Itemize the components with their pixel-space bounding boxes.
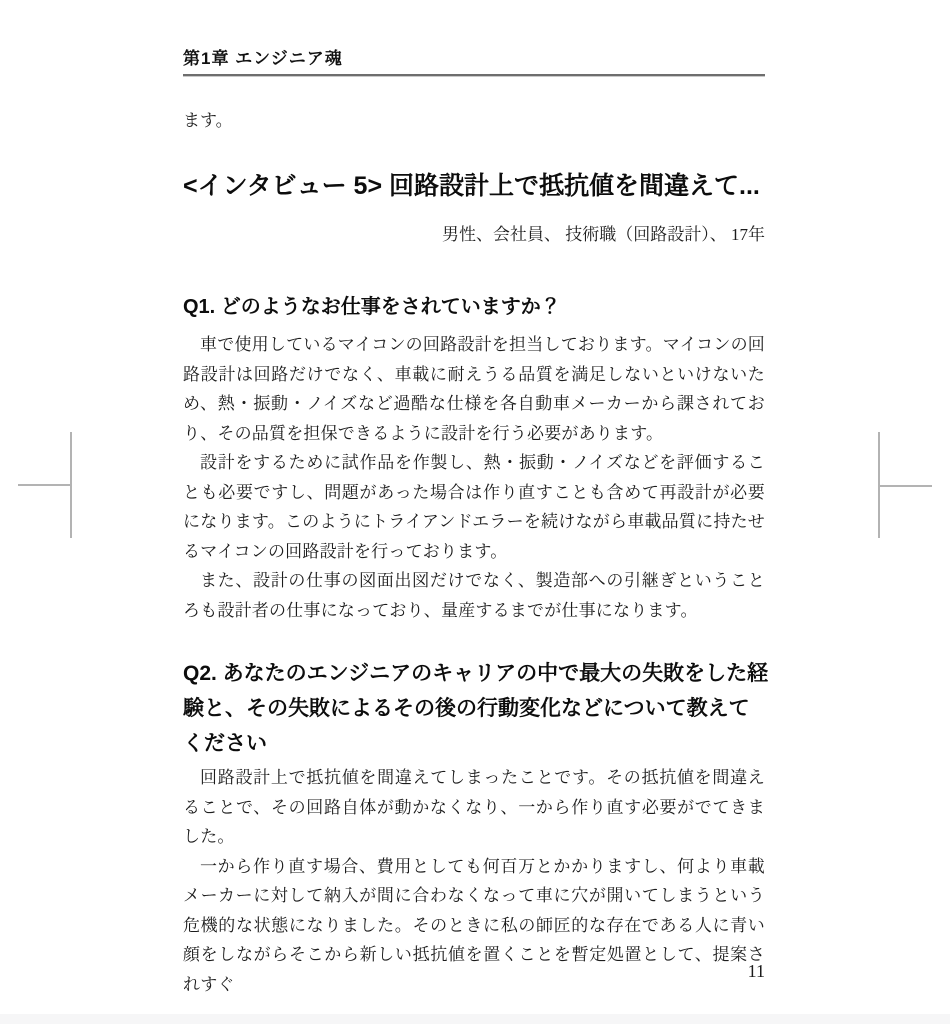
page-number: 11 bbox=[747, 961, 765, 981]
answer-paragraph: また、設計の仕事の図面出図だけでなく、製造部への引継ぎということろも設計者の仕事になっており、量産するまでが仕事になります。 bbox=[183, 571, 765, 620]
interview-section-title: <インタビュー 5> 回路設計上で抵抗値を間違えて... bbox=[183, 172, 760, 200]
crop-mark-left-horizontal bbox=[18, 484, 72, 486]
answer-paragraph: 車で使用しているマイコンの回路設計を担当しております。マイコンの回路設計は回路だけでなく、車載に耐えうる品質を満足しないといけないため、熱・振動・ノイズなど過酷な仕様を各自動車メーカーから課されており、その品質を担保できるように設計を行う必要があります。 bbox=[183, 335, 765, 443]
answer-paragraph: 一から作り直す場合、費用としても何百万とかかりますし、何より車載メーカーに対して納入が間に合わなくなって車に穴が開いてしまうという危機的な状態になりました。そのときに私の師匠的な存在である人に青い顔をしながらそこから新しい抵抗値を置くことを暫定処置として、提案されすぐ bbox=[183, 856, 765, 994]
interviewee-byline: 男性、会社員、 技術職（回路設計）、 17年 bbox=[442, 225, 765, 244]
answer-paragraph: 設計をするために試作品を作製し、熱・振動・ノイズなどを評価することも必要ですし、問題があった場合は作り直すことも含めて再設計が必要になります。このようにトライアンドエラーを続けながら車載品質に持たせるマイコンの回路設計を行っております。 bbox=[183, 453, 765, 561]
answer-paragraph: 回路設計上で抵抗値を間違えてしまったことです。その抵抗値を間違えることで、その回路自体が動かなくなり、一から作り直す必要がでてきました。 bbox=[183, 768, 765, 846]
question-1-answer bbox=[183, 330, 765, 625]
question-1-heading: Q1. どのようなお仕事をされていますか？ bbox=[183, 296, 561, 318]
header-divider-rule bbox=[183, 74, 765, 77]
scan-edge-band bbox=[0, 1014, 950, 1024]
chapter-running-header: 第1章 エンジニア魂 bbox=[183, 49, 343, 68]
paragraph-continuation: ます。 bbox=[183, 111, 233, 130]
question-2-heading: Q2. あなたのエンジニアのキャリアの中で最大の失敗をした経験と、その失敗によるその後の行動変化などについて教えてください bbox=[183, 662, 769, 755]
crop-mark-right-horizontal bbox=[878, 485, 932, 487]
